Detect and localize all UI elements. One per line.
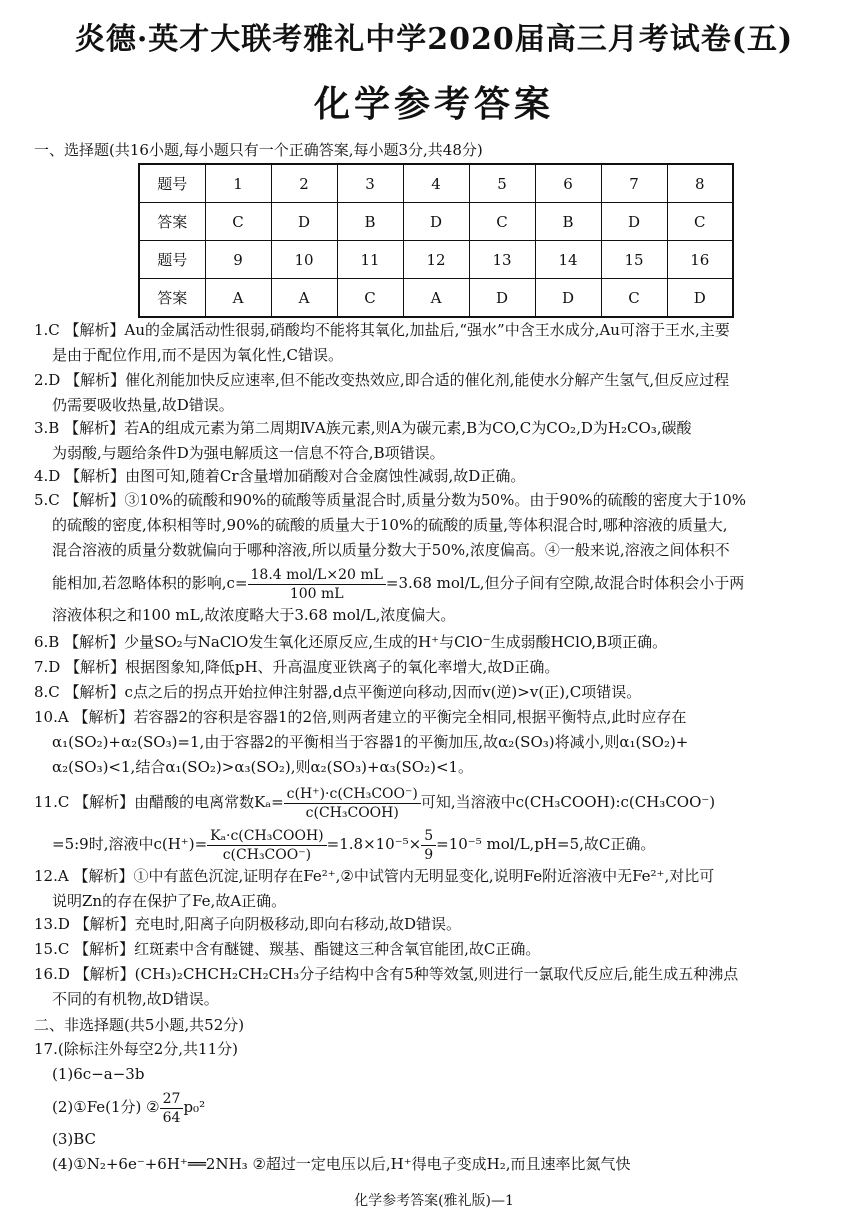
fraction — [421, 827, 436, 864]
table-cell: A — [403, 279, 469, 318]
table-cell: 3 — [337, 164, 403, 203]
page-title: 化学参考答案 — [313, 84, 554, 125]
table-cell: 16 — [667, 241, 733, 279]
text: 能相加,若忽略体积的影响,c= — [52, 574, 248, 592]
answer-line: 是由于配位作用,而不是因为氧化性,C错误。 — [52, 346, 344, 364]
table-cell: C — [601, 279, 667, 318]
row-label: 答案 — [139, 203, 205, 241]
answer-line: 溶液体积之和100 mL,故浓度略大于3.68 mol/L,浓度偏大。 — [52, 606, 456, 624]
text: =1.8×10⁻⁵× — [326, 835, 422, 853]
answer-line — [34, 563, 834, 603]
table-cell: A — [271, 279, 337, 318]
table-cell: D — [601, 203, 667, 241]
table-cell: 15 — [601, 241, 667, 279]
answer-5 — [34, 488, 834, 628]
table-cell: 9 — [205, 241, 271, 279]
table-cell: 6 — [535, 164, 601, 203]
answer-12 — [34, 864, 834, 914]
fraction — [284, 785, 421, 822]
answer-line: 为弱酸,与题给条件D为强电解质这一信息不符合,B项错误。 — [52, 444, 445, 462]
table-cell: A — [205, 279, 271, 318]
fraction — [207, 827, 326, 864]
answer-line: α₂(SO₃)<1,结合α₁(SO₂)>α₃(SO₂),则α₂(SO₃)+α₃(SO₂)<1。 — [52, 758, 474, 776]
fraction — [160, 1090, 184, 1127]
table-cell: 12 — [403, 241, 469, 279]
answer-line: 15.C 【解析】红斑素中含有醚键、羰基、酯键这三种含氧官能团,故C正确。 — [34, 940, 541, 958]
table-row — [139, 164, 733, 203]
numerator: c(H⁺)·c(CH₃COO⁻) — [284, 785, 421, 804]
answer-line — [34, 1087, 834, 1127]
answer-17 — [34, 1037, 834, 1177]
answer-10 — [34, 705, 834, 780]
answer-4 — [34, 464, 834, 489]
answer-line — [34, 782, 834, 822]
table-cell: D — [535, 279, 601, 318]
text: =3.68 mol/L,但分子间有空隙,故混合时体积会小于两 — [385, 574, 745, 592]
answer-line: 7.D 【解析】根据图象知,降低pH、升高温度亚铁离子的氧化率增大,故D正确。 — [34, 658, 560, 676]
text: 可知,当溶液中c(CH₃COOH):c(CH₃COO⁻) — [420, 793, 716, 811]
answer-line: 13.D 【解析】充电时,阳离子向阴极移动,即向右移动,故D错误。 — [34, 915, 461, 933]
table-cell: 10 — [271, 241, 337, 279]
table-row — [139, 203, 733, 241]
answer-line: 说明Zn的存在保护了Fe,故A正确。 — [52, 892, 287, 910]
table-cell: 4 — [403, 164, 469, 203]
table-cell: 1 — [205, 164, 271, 203]
table-cell: 2 — [271, 164, 337, 203]
table-cell: 8 — [667, 164, 733, 203]
table-cell: B — [535, 203, 601, 241]
answer-line: 混合溶液的质量分数就偏向于哪种溶液,所以质量分数大于50%,浓度偏高。④一般来说,溶液之间体积不 — [52, 541, 730, 559]
answer-line: 仍需要吸收热量,故D错误。 — [52, 396, 234, 414]
table-row — [139, 279, 733, 318]
table-cell: C — [337, 279, 403, 318]
answer-line: 16.D 【解析】(CH₃)₂CHCH₂CH₂CH₃分子结构中含有5种等效氢,则进行一氯取代反应后,能生成五种沸点 — [34, 965, 739, 983]
denominator: 64 — [162, 1109, 181, 1126]
answer-line: 不同的有机物,故D错误。 — [52, 990, 219, 1008]
table-cell: 11 — [337, 241, 403, 279]
text: =10⁻⁵ mol/L,pH=5,故C正确。 — [436, 835, 656, 853]
answer-line: α₁(SO₂)+α₂(SO₃)=1,由于容器2的平衡相当于容器1的平衡加压,故α₂(SO₃)将减小,则α₁(SO₂)+ — [52, 733, 689, 751]
denominator: 100 mL — [289, 585, 344, 602]
table-cell: C — [469, 203, 535, 241]
denominator: c(CH₃COO⁻) — [222, 846, 312, 863]
text: p₀² — [183, 1098, 206, 1116]
answer-11 — [34, 782, 834, 866]
table-cell: D — [667, 279, 733, 318]
table-cell: 14 — [535, 241, 601, 279]
table-cell: C — [205, 203, 271, 241]
row-label: 答案 — [139, 279, 205, 318]
denominator: c(CH₃COOH) — [305, 804, 399, 821]
answer-line: 12.A 【解析】①中有蓝色沉淀,证明存在Fe²⁺,②中试管内无明显变化,说明Fe附近溶液中无Fe²⁺,对比可 — [34, 867, 715, 885]
answer-line: 10.A 【解析】若容器2的容积是容器1的2倍,则两者建立的平衡完全相同,根据平衡特点,此时应存在 — [34, 708, 687, 726]
answer-13 — [34, 912, 834, 937]
section-2-heading: 二、非选择题(共5小题,共52分) — [34, 1016, 245, 1034]
answer-line: 5.C 【解析】③10%的硫酸和90%的硫酸等质量混合时,质量分数为50%。由于90%的硫酸的密度大于10% — [34, 491, 747, 509]
numerator: 27 — [160, 1090, 184, 1109]
answer-line: 4.D 【解析】由图可知,随着Cr含量增加硝酸对合金腐蚀性减弱,故D正确。 — [34, 467, 526, 485]
answer-line: (4)①N₂+6e⁻+6H⁺══2NH₃ ②超过一定电压以后,H⁺得电子变成H₂,而且速率比氮气快 — [52, 1155, 631, 1173]
answer-16 — [34, 962, 834, 1012]
answer-line: 17.(除标注外每空2分,共11分) — [34, 1040, 238, 1058]
row-label: 题号 — [139, 164, 205, 203]
table-cell: D — [403, 203, 469, 241]
row-label: 题号 — [139, 241, 205, 279]
fraction — [248, 566, 386, 603]
answer-line: 的硫酸的密度,体积相等时,90%的硫酸的质量大于10%的硫酸的质量,等体积混合时,哪种溶液的质量大, — [52, 516, 728, 534]
answer-line: 1.C 【解析】Au的金属活动性很弱,硝酸均不能将其氧化,加盐后,“强水”中含王水成分,Au可溶于王水,主要 — [34, 321, 730, 339]
exam-header: 炎德·英才大联考雅礼中学2020届高三月考试卷(五) — [74, 22, 794, 57]
text: (2)①Fe(1分) ② — [52, 1098, 160, 1116]
table-cell: 7 — [601, 164, 667, 203]
answer-8 — [34, 680, 834, 705]
text: 11.C 【解析】由醋酸的电离常数Kₐ= — [34, 793, 284, 811]
answer-line: (1)6c−a−3b — [52, 1065, 145, 1083]
text: =5:9时,溶液中c(H⁺)= — [52, 835, 208, 853]
answer-2 — [34, 368, 834, 418]
answer-1 — [34, 318, 834, 368]
answer-line: 3.B 【解析】若A的组成元素为第二周期ⅣA族元素,则A为碳元素,B为CO,C为CO₂,D为H₂CO₃,碳酸 — [34, 419, 692, 437]
table-cell: 5 — [469, 164, 535, 203]
answer-table — [138, 163, 734, 318]
page-footer: 化学参考答案(雅礼版)—1 — [354, 1193, 514, 1209]
table-cell: D — [469, 279, 535, 318]
answer-3 — [34, 416, 834, 466]
answer-15 — [34, 937, 834, 962]
numerator: 18.4 mol/L×20 mL — [248, 566, 386, 585]
answer-line: 6.B 【解析】少量SO₂与NaClO发生氧化还原反应,生成的H⁺与ClO⁻生成弱酸HClO,B项正确。 — [34, 633, 668, 651]
numerator: 5 — [421, 827, 436, 846]
answer-line: 8.C 【解析】c点之后的拐点开始拉伸注射器,d点平衡逆向移动,因而v(逆)>v(正),C项错误。 — [34, 683, 642, 701]
section-1-heading: 一、选择题(共16小题,每小题只有一个正确答案,每小题3分,共48分) — [34, 141, 483, 159]
answer-6 — [34, 630, 834, 655]
table-cell: 13 — [469, 241, 535, 279]
answer-line — [34, 822, 834, 866]
numerator: Kₐ·c(CH₃COOH) — [207, 827, 326, 846]
table-cell: C — [667, 203, 733, 241]
answer-7 — [34, 655, 834, 680]
answer-line: 2.D 【解析】催化剂能加快反应速率,但不能改变热效应,即合适的催化剂,能使水分解产生氢气,但反应过程 — [34, 371, 730, 389]
denominator: 9 — [424, 846, 434, 863]
table-row — [139, 241, 733, 279]
answer-line: (3)BC — [52, 1130, 97, 1148]
table-cell: B — [337, 203, 403, 241]
table-cell: D — [271, 203, 337, 241]
